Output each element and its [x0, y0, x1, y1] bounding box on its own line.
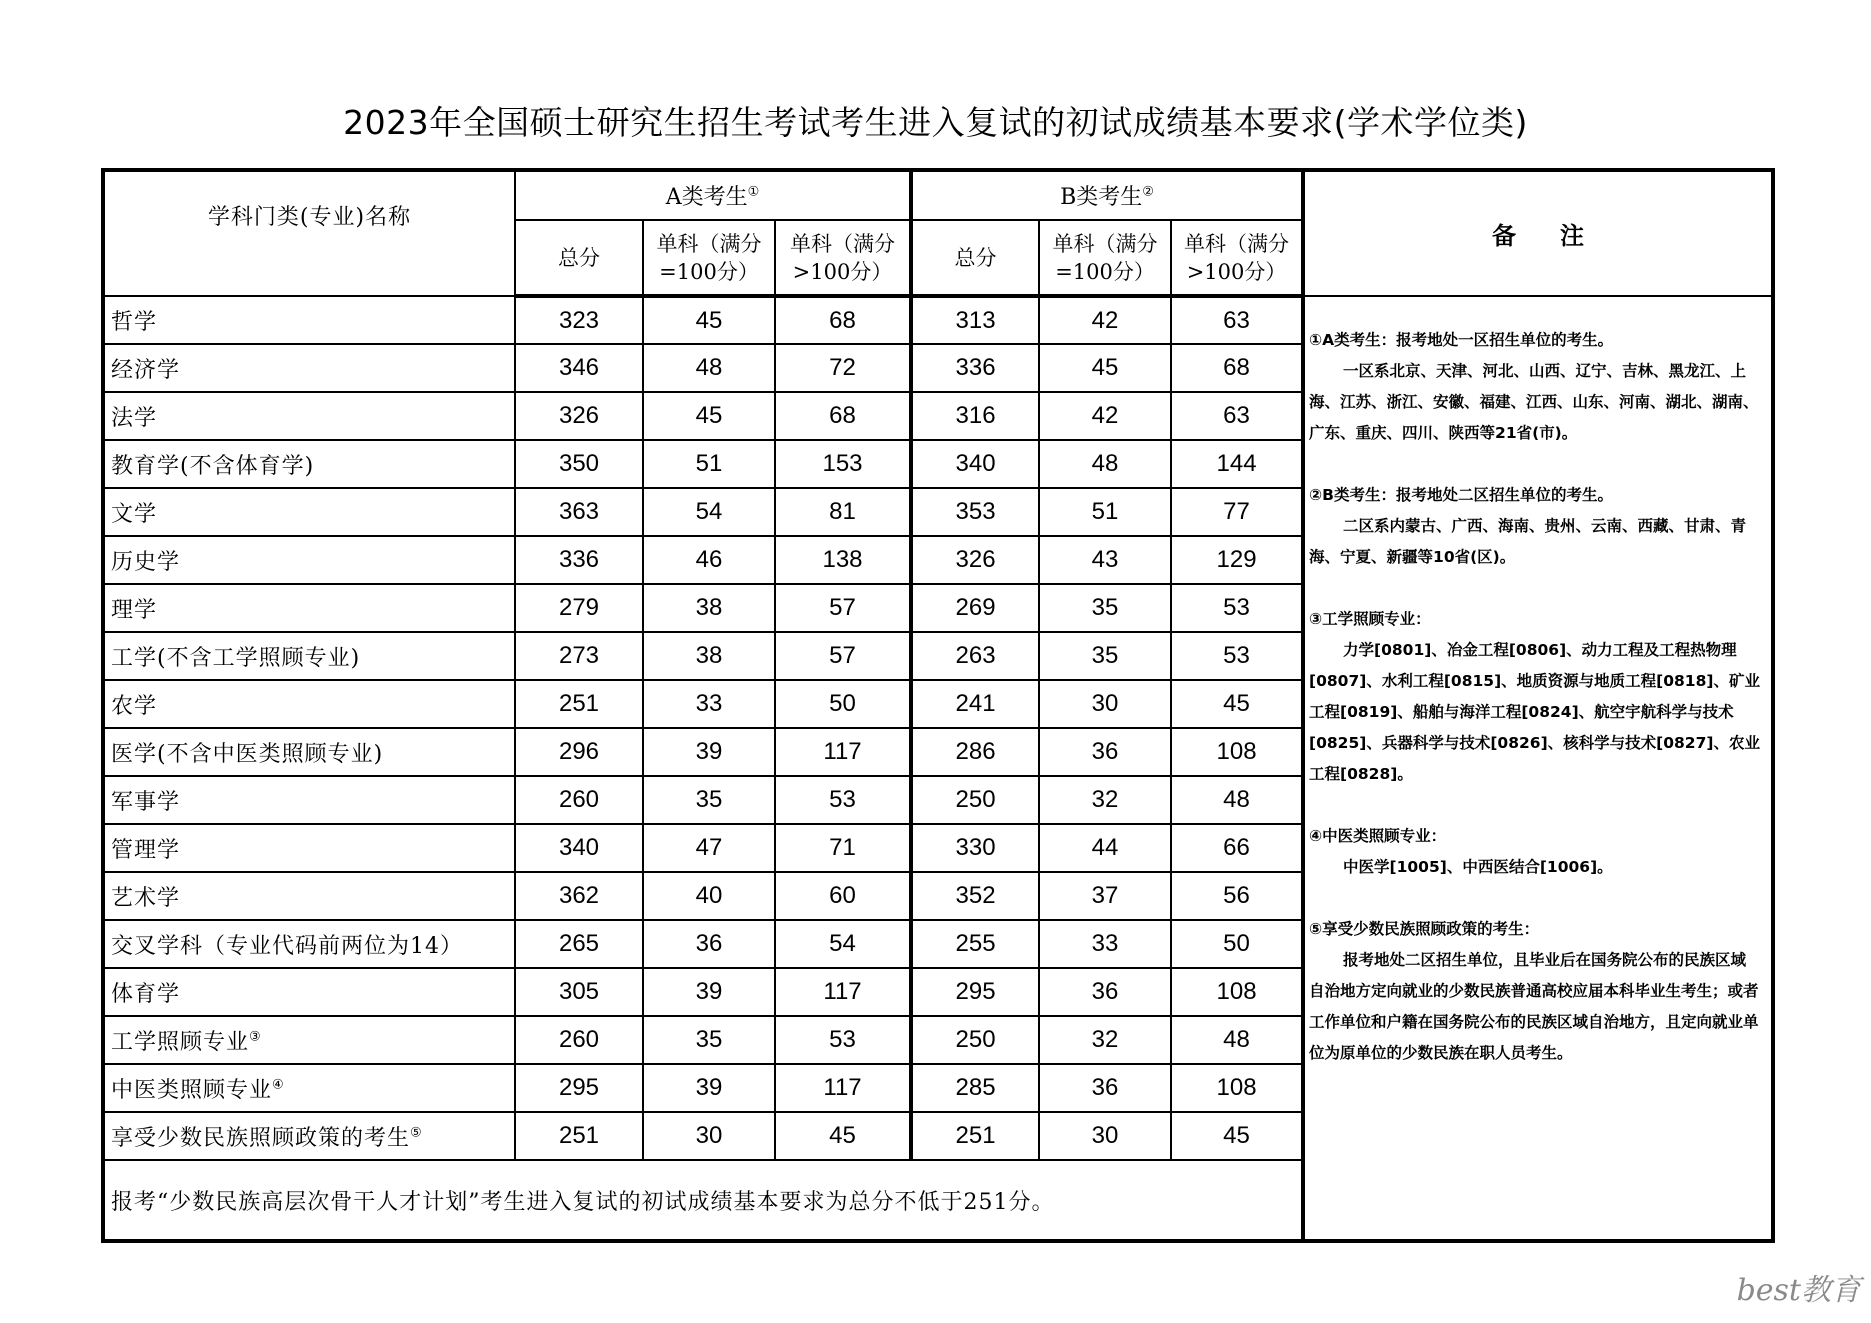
- a-single-100-score: 39: [643, 1064, 775, 1112]
- b-single-gt100-score: 66: [1171, 824, 1303, 872]
- b-single-100-score: 35: [1039, 584, 1171, 632]
- note-heading: ③工学照顾专业：: [1309, 610, 1431, 628]
- a-total-score: 340: [515, 824, 643, 872]
- subject-name-cell: [103, 632, 515, 680]
- b-total-score: 326: [911, 536, 1039, 584]
- watermark: best教育: [1736, 1273, 1861, 1308]
- note-heading: ⑤享受少数民族照顾政策的考生：: [1309, 920, 1540, 938]
- b-total-score: 241: [911, 680, 1039, 728]
- a-total-score: 260: [515, 776, 643, 824]
- group-b-mark: ②: [1142, 184, 1154, 200]
- subject-name: 交叉学科（专业代码前两位为14）: [111, 933, 463, 959]
- b-single-gt100-score: 48: [1171, 776, 1303, 824]
- b-single-gt100-line1: 单科（满分: [1184, 231, 1290, 256]
- a-total-score: 251: [515, 1112, 643, 1160]
- a-single-100-score: 39: [643, 968, 775, 1016]
- subject-name-cell: [103, 344, 515, 392]
- subject-name: 军事学: [111, 789, 181, 815]
- note-mark: ③: [249, 1029, 262, 1045]
- b-total-score: 336: [911, 344, 1039, 392]
- subject-name: 农学: [111, 693, 158, 719]
- subject-name-cell: [103, 488, 515, 536]
- a-single-gt100-score: 57: [775, 632, 911, 680]
- b-single-gt100-score: 68: [1171, 344, 1303, 392]
- b-single-100-line2: =100分）: [1055, 259, 1155, 284]
- b-single-100-score: 36: [1039, 1064, 1171, 1112]
- subject-name: 体育学: [111, 981, 181, 1007]
- a-single-gt100-line2: >100分）: [792, 259, 893, 284]
- b-single-gt100-line2: >100分）: [1186, 259, 1287, 284]
- b-single-gt100-score: 50: [1171, 920, 1303, 968]
- subject-name-cell: [103, 824, 515, 872]
- note-body: 一区系北京、天津、河北、山西、辽宁、吉林、黑龙江、上海、江苏、浙江、安徽、福建、江西、山东、河南、湖北、湖南、广东、重庆、四川、陕西等21省(市)。: [1309, 362, 1759, 442]
- b-single-gt100-score: 144: [1171, 440, 1303, 488]
- a-single-100-line1: 单科（满分: [656, 231, 762, 256]
- note-body: 中医学[1005]、中西医结合[1006]。: [1343, 858, 1613, 876]
- b-total-header: 总分: [911, 220, 1039, 296]
- a-single-100-score: 35: [643, 1016, 775, 1064]
- b-single-100-score: 36: [1039, 968, 1171, 1016]
- b-single-gt100-score: 77: [1171, 488, 1303, 536]
- note-body: 报考地处二区招生单位，且毕业后在国务院公布的民族区域自治地方定向就业的少数民族普通高校应届本科毕业生考生；或者工作单位和户籍在国务院公布的民族区域自治地方，且定向就业单位为原单位的少数民族在职人员考生。: [1309, 951, 1759, 1062]
- a-single-gt100-score: 81: [775, 488, 911, 536]
- subject-name: 经济学: [111, 357, 181, 383]
- a-single-100-score: 36: [643, 920, 775, 968]
- a-single-gt100-header: [775, 220, 911, 296]
- a-single-gt100-line1: 单科（满分: [790, 231, 896, 256]
- subject-name: 理学: [111, 597, 158, 623]
- subject-name: 艺术学: [111, 885, 181, 911]
- a-single-gt100-score: 53: [775, 776, 911, 824]
- subject-name: 教育学(不含体育学): [111, 453, 315, 479]
- a-single-gt100-score: 50: [775, 680, 911, 728]
- b-single-100-score: 42: [1039, 296, 1171, 344]
- subject-column-header: 学科门类(专业)名称: [103, 170, 515, 296]
- b-single-gt100-score: 108: [1171, 728, 1303, 776]
- note-item: [1309, 480, 1761, 573]
- note-heading: ②B类考生：报考地处二区招生单位的考生。: [1309, 486, 1613, 504]
- a-single-100-score: 46: [643, 536, 775, 584]
- a-total-score: 363: [515, 488, 643, 536]
- b-total-score: 285: [911, 1064, 1039, 1112]
- a-single-100-score: 35: [643, 776, 775, 824]
- a-total-score: 295: [515, 1064, 643, 1112]
- a-single-100-score: 51: [643, 440, 775, 488]
- a-single-100-line2: =100分）: [659, 259, 759, 284]
- b-single-100-score: 32: [1039, 1016, 1171, 1064]
- subject-name: 管理学: [111, 837, 181, 863]
- a-single-gt100-score: 72: [775, 344, 911, 392]
- a-single-gt100-score: 54: [775, 920, 911, 968]
- subject-name-cell: [103, 920, 515, 968]
- a-single-100-score: 45: [643, 296, 775, 344]
- b-total-score: 316: [911, 392, 1039, 440]
- a-single-100-score: 33: [643, 680, 775, 728]
- b-total-score: 353: [911, 488, 1039, 536]
- a-total-score: 305: [515, 968, 643, 1016]
- subject-name-cell: [103, 728, 515, 776]
- b-single-100-score: 43: [1039, 536, 1171, 584]
- b-single-gt100-score: 63: [1171, 392, 1303, 440]
- group-a-header: [515, 170, 911, 220]
- subject-name-cell: [103, 680, 515, 728]
- subject-name-cell: [103, 776, 515, 824]
- group-b-label: B类考生: [1060, 185, 1143, 210]
- a-total-score: 296: [515, 728, 643, 776]
- group-a-label: A类考生: [665, 185, 748, 210]
- note-heading: ①A类考生：报考地处一区招生单位的考生。: [1309, 331, 1614, 349]
- b-single-gt100-score: 53: [1171, 584, 1303, 632]
- a-single-gt100-score: 117: [775, 728, 911, 776]
- score-table: [101, 168, 1775, 1243]
- b-single-gt100-score: 63: [1171, 296, 1303, 344]
- b-total-score: 286: [911, 728, 1039, 776]
- b-single-100-score: 48: [1039, 440, 1171, 488]
- subject-name-cell: [103, 1112, 515, 1160]
- b-total-score: 251: [911, 1112, 1039, 1160]
- page-title: 2023年全国硕士研究生招生考试考生进入复试的初试成绩基本要求(学术学位类): [343, 103, 1528, 142]
- a-single-gt100-score: 117: [775, 1064, 911, 1112]
- b-single-gt100-score: 48: [1171, 1016, 1303, 1064]
- b-single-100-score: 37: [1039, 872, 1171, 920]
- subject-name-cell: [103, 1064, 515, 1112]
- a-single-100-score: 38: [643, 584, 775, 632]
- b-total-score: 352: [911, 872, 1039, 920]
- a-total-score: 362: [515, 872, 643, 920]
- b-single-gt100-score: 129: [1171, 536, 1303, 584]
- a-total-score: 346: [515, 344, 643, 392]
- a-single-gt100-score: 71: [775, 824, 911, 872]
- a-single-100-score: 45: [643, 392, 775, 440]
- b-single-100-score: 42: [1039, 392, 1171, 440]
- a-total-score: 260: [515, 1016, 643, 1064]
- subject-name: 历史学: [111, 549, 181, 575]
- a-single-100-header: [643, 220, 775, 296]
- a-single-100-score: 48: [643, 344, 775, 392]
- b-single-gt100-score: 56: [1171, 872, 1303, 920]
- b-single-100-header: [1039, 220, 1171, 296]
- table-row: [103, 296, 1773, 344]
- subject-name: 中医类照顾专业: [111, 1077, 273, 1103]
- a-single-gt100-score: 153: [775, 440, 911, 488]
- note-item: [1309, 325, 1761, 449]
- b-single-100-score: 36: [1039, 728, 1171, 776]
- b-single-100-score: 51: [1039, 488, 1171, 536]
- b-total-score: 250: [911, 776, 1039, 824]
- a-total-score: 265: [515, 920, 643, 968]
- b-single-100-score: 32: [1039, 776, 1171, 824]
- remarks-header: [1303, 170, 1773, 296]
- a-single-gt100-score: 68: [775, 296, 911, 344]
- b-total-score: 340: [911, 440, 1039, 488]
- subject-name-cell: [103, 1016, 515, 1064]
- subject-name-cell: [103, 872, 515, 920]
- b-single-100-score: 44: [1039, 824, 1171, 872]
- a-total-score: 336: [515, 536, 643, 584]
- subject-name: 文学: [111, 501, 158, 527]
- b-total-score: 330: [911, 824, 1039, 872]
- a-total-score: 279: [515, 584, 643, 632]
- b-total-score: 255: [911, 920, 1039, 968]
- subject-name-cell: [103, 968, 515, 1016]
- b-single-100-score: 33: [1039, 920, 1171, 968]
- subject-name-cell: [103, 440, 515, 488]
- a-single-100-score: 40: [643, 872, 775, 920]
- note-item: [1309, 604, 1761, 790]
- note-mark: ⑤: [410, 1125, 423, 1141]
- a-single-100-score: 47: [643, 824, 775, 872]
- b-single-gt100-header: [1171, 220, 1303, 296]
- remarks-notes: [1303, 296, 1773, 1241]
- b-single-100-score: 35: [1039, 632, 1171, 680]
- subject-name: 哲学: [111, 309, 158, 335]
- a-total-score: 350: [515, 440, 643, 488]
- subject-name: 享受少数民族照顾政策的考生: [111, 1125, 411, 1151]
- a-single-gt100-score: 60: [775, 872, 911, 920]
- b-total-score: 250: [911, 1016, 1039, 1064]
- b-single-100-score: 45: [1039, 344, 1171, 392]
- a-single-gt100-score: 45: [775, 1112, 911, 1160]
- subject-name: 工学照顾专业: [111, 1029, 250, 1055]
- subject-name: 工学(不含工学照顾专业): [111, 645, 361, 671]
- b-total-score: 263: [911, 632, 1039, 680]
- subject-name: 医学(不含中医类照顾专业): [111, 741, 384, 767]
- b-single-gt100-score: 45: [1171, 1112, 1303, 1160]
- note-mark: ④: [272, 1077, 285, 1093]
- note-body: 二区系内蒙古、广西、海南、贵州、云南、西藏、甘肃、青海、宁夏、新疆等10省(区)。: [1309, 517, 1747, 566]
- a-total-score: 323: [515, 296, 643, 344]
- note-item: [1309, 821, 1761, 883]
- b-single-gt100-score: 108: [1171, 1064, 1303, 1112]
- b-single-gt100-score: 53: [1171, 632, 1303, 680]
- a-total-header: 总分: [515, 220, 643, 296]
- subject-name-cell: [103, 536, 515, 584]
- a-total-score: 273: [515, 632, 643, 680]
- subject-name-cell: [103, 584, 515, 632]
- a-single-gt100-score: 117: [775, 968, 911, 1016]
- remarks-char-1: 备: [1492, 222, 1517, 250]
- b-single-gt100-score: 45: [1171, 680, 1303, 728]
- b-single-100-line1: 单科（满分: [1052, 231, 1158, 256]
- subject-name-cell: [103, 296, 515, 344]
- b-single-100-score: 30: [1039, 680, 1171, 728]
- note-item: [1309, 914, 1761, 1069]
- a-single-gt100-score: 53: [775, 1016, 911, 1064]
- note-heading: ④中医类照顾专业：: [1309, 827, 1447, 845]
- a-single-gt100-score: 57: [775, 584, 911, 632]
- subject-name-cell: [103, 392, 515, 440]
- b-total-score: 269: [911, 584, 1039, 632]
- subject-name: 法学: [111, 405, 158, 431]
- a-total-score: 251: [515, 680, 643, 728]
- b-single-gt100-score: 108: [1171, 968, 1303, 1016]
- b-single-100-score: 30: [1039, 1112, 1171, 1160]
- a-single-100-score: 30: [643, 1112, 775, 1160]
- footnote: 报考“少数民族高层次骨干人才计划”考生进入复试的初试成绩基本要求为总分不低于251分。: [103, 1160, 1303, 1241]
- a-single-100-score: 38: [643, 632, 775, 680]
- b-total-score: 295: [911, 968, 1039, 1016]
- a-total-score: 326: [515, 392, 643, 440]
- group-b-header: [911, 170, 1303, 220]
- note-body: 力学[0801]、冶金工程[0806]、动力工程及工程热物理[0807]、水利工程[0815]、地质资源与地质工程[0818]、矿业工程[0819]、船舶与海洋工程[0824]、航空宇航科学与技术[0825]、兵器科学与技术[0826]、核科学与技术[0827]、农业工程[0828]。: [1309, 641, 1760, 783]
- remarks-char-2: 注: [1560, 222, 1585, 250]
- a-single-100-score: 54: [643, 488, 775, 536]
- a-single-gt100-score: 68: [775, 392, 911, 440]
- b-total-score: 313: [911, 296, 1039, 344]
- a-single-100-score: 39: [643, 728, 775, 776]
- a-single-gt100-score: 138: [775, 536, 911, 584]
- group-a-mark: ①: [747, 184, 760, 200]
